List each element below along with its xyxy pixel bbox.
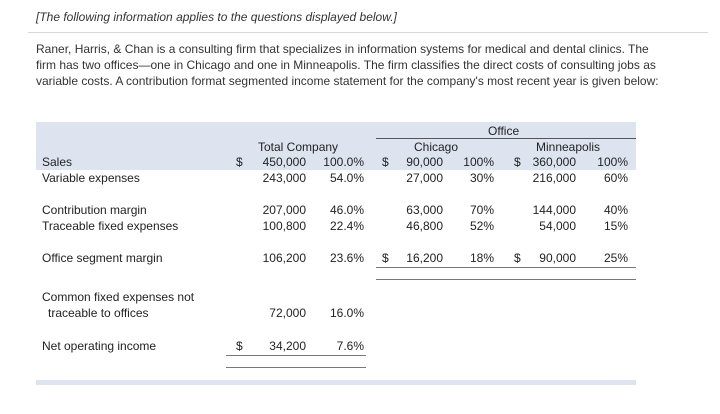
- variable-total: 243,000: [262, 171, 306, 185]
- row-label-traceable: Traceable fixed expenses: [42, 219, 179, 233]
- common-total-pct: 16.0%: [329, 306, 364, 320]
- common-total: 72,000: [269, 306, 306, 320]
- segment-chicago: 16,200: [406, 251, 443, 265]
- contribution-chicago-pct: 70%: [469, 203, 494, 217]
- sales-total: 450,000: [262, 155, 306, 169]
- traceable-chicago-pct: 52%: [469, 219, 494, 233]
- variable-chicago: 27,000: [406, 171, 443, 185]
- segment-rule-lower: [376, 279, 636, 280]
- traceable-chicago: 46,800: [406, 219, 443, 233]
- segment-chicago-pct: 18%: [469, 251, 494, 265]
- segment-minneapolis: 90,000: [539, 251, 576, 265]
- intro-note: [The following information applies to the questions displayed below.]: [36, 10, 397, 24]
- income-statement-table: [36, 122, 636, 384]
- sales-chicago-pct: 100%: [463, 155, 494, 169]
- col-chicago-header: Chicago: [414, 140, 459, 154]
- segment-total: 106,200: [262, 251, 306, 265]
- contribution-total: 207,000: [262, 203, 306, 217]
- net-total-pct: 7.6%: [336, 339, 364, 353]
- contribution-minneapolis: 144,000: [532, 203, 576, 217]
- sales-minneapolis-currency: $: [514, 155, 521, 169]
- contribution-minneapolis-pct: 40%: [603, 203, 628, 217]
- net-rule-lower: [226, 367, 366, 368]
- row-label-common-line2: traceable to offices: [48, 306, 149, 320]
- col-minneapolis-header: Minneapolis: [536, 140, 601, 154]
- traceable-minneapolis: 54,000: [539, 219, 576, 233]
- contribution-total-pct: 46.0%: [329, 203, 364, 217]
- office-header-rule: [376, 138, 636, 139]
- sales-total-pct: 100.0%: [323, 155, 364, 169]
- traceable-total-pct: 22.4%: [329, 219, 364, 233]
- net-rule-upper: [226, 355, 366, 356]
- segment-minneapolis-currency: $: [514, 251, 521, 265]
- sales-chicago-currency: $: [382, 155, 389, 169]
- sales-total-currency: $: [236, 155, 243, 169]
- row-label-sales: Sales: [42, 155, 73, 169]
- net-total: 34,200: [269, 339, 306, 353]
- contribution-chicago: 63,000: [406, 203, 443, 217]
- col-total-header: Total Company: [258, 140, 339, 154]
- sales-minneapolis-pct: 100%: [597, 155, 628, 169]
- segment-rule-upper: [376, 267, 636, 268]
- sales-minneapolis: 360,000: [532, 155, 576, 169]
- traceable-minneapolis-pct: 15%: [603, 219, 628, 233]
- row-label-variable: Variable expenses: [42, 171, 140, 185]
- net-total-currency: $: [236, 339, 243, 353]
- segment-chicago-currency: $: [382, 251, 389, 265]
- traceable-total: 100,800: [262, 219, 306, 233]
- row-label-contribution: Contribution margin: [42, 203, 147, 217]
- row-label-common-line1: Common fixed expenses not: [42, 290, 195, 304]
- problem-paragraph: Raner, Harris, & Chan is a consulting firm that specializes in information systems for medical and dental clinics. The firm has two offices—one in Chicago and one in Minneapolis. The firm classifies the direct costs of consulting jobs as variable costs. A contribution format segmented income statement for the company's most recent year is given below:: [36, 42, 659, 88]
- variable-minneapolis: 216,000: [532, 171, 576, 185]
- variable-total-pct: 54.0%: [329, 171, 364, 185]
- variable-minneapolis-pct: 60%: [603, 171, 628, 185]
- sales-chicago: 90,000: [406, 155, 443, 169]
- row-label-segment: Office segment margin: [42, 251, 163, 265]
- divider: [28, 32, 708, 33]
- segment-total-pct: 23.6%: [329, 251, 364, 265]
- segment-minneapolis-pct: 25%: [603, 251, 628, 265]
- variable-chicago-pct: 30%: [469, 171, 494, 185]
- row-label-net: Net operating income: [42, 339, 157, 353]
- office-header: Office: [488, 124, 520, 138]
- table-bottom-bar: [36, 380, 636, 385]
